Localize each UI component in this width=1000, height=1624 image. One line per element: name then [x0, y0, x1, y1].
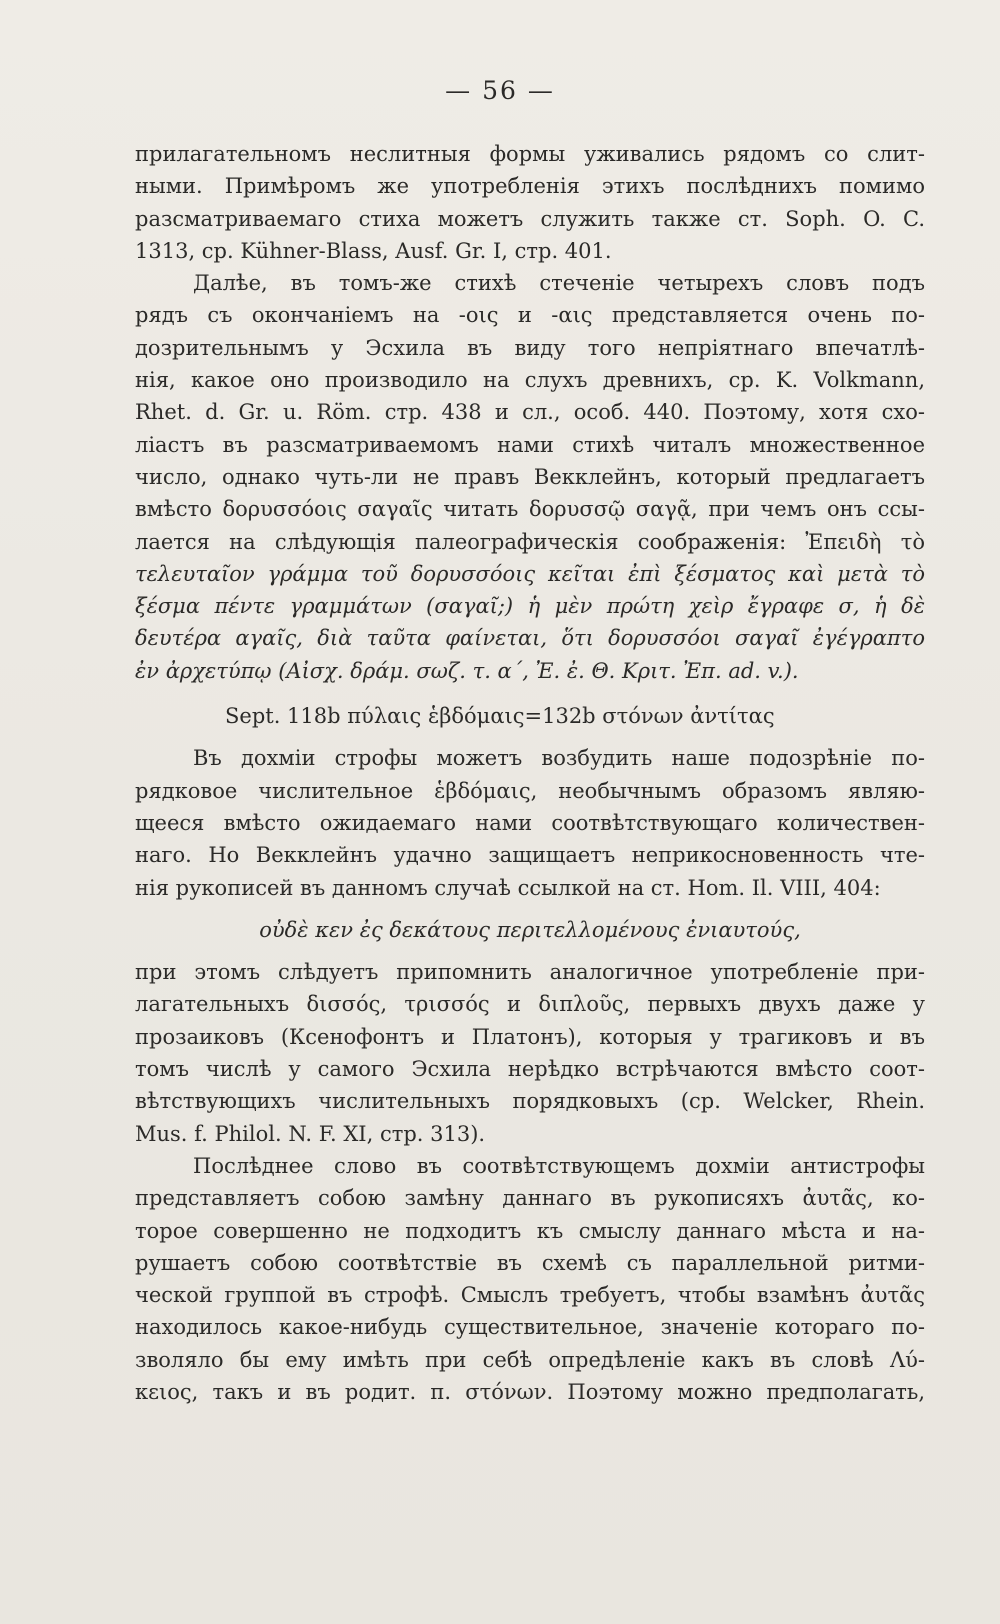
text-line: ными. Примѣромъ же употребленія этихъ послѣднихъ помимо [135, 174, 925, 199]
text-line: рядковое числительное ἑβδόμαις, необычнымъ образомъ являю- [135, 778, 925, 803]
text-line: дозрительнымъ у Эсхила въ виду того непріятнаго впечатлѣ- [135, 335, 925, 360]
text-line: разсматриваемаго стиха можетъ служить также ст. Soph. O. C. [135, 206, 925, 231]
greek-text-line: ξέσμα πέντε γραμμάτων (σαγαῖ;) ἡ μὲν πρώτη χεὶρ ἔγραφε σ, ἡ δὲ [135, 594, 925, 619]
text-line: ліастъ въ разсматриваемомъ нами стихѣ читалъ множественное [135, 432, 925, 457]
text-line: лагательныхъ δισσός, τρισσός и διπλοῦς, первыхъ двухъ даже у [135, 992, 925, 1017]
text-line: наго. Но Векклейнъ удачно защищаетъ неприкосновенность чте- [135, 843, 925, 868]
text-line: рядъ съ окончаніемъ на -οις и -αις представляется очень по- [135, 303, 925, 328]
text-line: вмѣсто δορυσσόοις σαγαῖς читать δορυσσῷ σαγᾷ, при чемъ онъ ссы- [135, 497, 925, 522]
text-line: зволяло бы ему имѣть при себѣ опредѣленіе какъ въ словѣ Λύ- [135, 1347, 925, 1372]
heading-gap [135, 732, 925, 742]
text-line: рушаетъ собою соотвѣтствіе въ схемѣ съ параллельной ритми- [135, 1250, 925, 1275]
paragraph-2 [135, 267, 925, 687]
text-line: Mus. f. Philol. N. F. XI, стр. 313). [135, 1121, 486, 1146]
page-number: — 56 — [445, 76, 555, 105]
text-line: томъ числѣ у самого Эсхила нерѣдко встрѣчаются вмѣсто соот- [135, 1057, 925, 1082]
text-line: лается на слѣдующія палеографическія соображенія: Ἐπειδὴ τὸ [135, 529, 925, 554]
text-line: Далѣе, въ томъ-же стихѣ стеченіе четырехъ словъ подъ [193, 271, 925, 296]
homer-quote: οὐδὲ κεν ἐς δεκάτους περιτελλομένους ἐνιαυτούς, [259, 917, 801, 942]
text-line: нія, какое оно производило на слухъ древнихъ, ср. K. Volkmann, [135, 368, 925, 393]
text-line: 1313, ср. Kühner-Blass, Ausf. Gr. I, стр. 401. [135, 238, 612, 263]
section-gap [135, 687, 925, 700]
greek-text-line: τελευταῖον γράμμα τοῦ δορυσσόοις κεῖται ἐπὶ ξέσματος καὶ μετὰ τὸ [135, 561, 925, 586]
text-line: прилагательномъ неслитныя формы уживались рядомъ со слит- [135, 142, 925, 166]
text-line: находилось какое-нибудь существительное, значеніе котораго по- [135, 1315, 925, 1340]
greek-text-line: δευτέρα αγαῖς, διὰ ταῦτα φαίνεται, ὅτι δορυσσόοι σαγαῖ ἐγέγραπτο [135, 626, 925, 651]
text-line: представляетъ собою замѣну даннаго въ рукописяхъ ἀυτᾶς, ко- [135, 1186, 925, 1211]
text-line: нія рукописей въ данномъ случаѣ ссылкой на ст. Hom. Il. VIII, 404: [135, 875, 881, 900]
text-line: ческой группой въ строфѣ. Смыслъ требуетъ, чтобы взамѣнъ ἀυτᾶς [135, 1283, 925, 1308]
text-line: κειος, такъ и въ родит. п. στόνων. Поэтому можно предполагать, [135, 1379, 925, 1404]
paragraph-4 [135, 956, 925, 1150]
text-line: Въ дохміи строфы можетъ возбудить наше подозрѣніе по- [193, 746, 925, 771]
greek-text-line: ἐν ἀρχετύπῳ (Αἰσχ. δράμ. σωζ. τ. α΄, Ἐ. ἐ. Θ. Κριτ. Ἐπ. ad. v.). [135, 658, 799, 683]
text-line: при этомъ слѣдуетъ припомнить аналогичное употребленіе при- [135, 960, 925, 985]
text-line: вѣтствующихъ числительныхъ порядковыхъ (ср. Welcker, Rhein. [135, 1089, 925, 1114]
paragraph-3 [135, 742, 925, 903]
text-line: Rhet. d. Gr. u. Röm. стр. 438 и сл., особ. 440. Поэтому, хотя схо- [135, 400, 925, 425]
quote-gap-top [135, 904, 925, 914]
paragraph-5 [135, 1150, 925, 1408]
text-line: число, однако чуть-ли не правъ Векклейнъ, который предлагаетъ [135, 464, 925, 489]
body-text [135, 138, 925, 1408]
text-line: прозаиковъ (Ксенофонтъ и Платонъ), которыя у трагиковъ и въ [135, 1024, 925, 1049]
text-line: Послѣднее слово въ соотвѣтствующемъ дохміи антистрофы [193, 1153, 925, 1178]
text-line: торое совершенно не подходитъ къ смыслу даннаго мѣста и на- [135, 1218, 925, 1243]
quote-gap-bottom [135, 946, 925, 956]
paragraph-1 [135, 138, 925, 267]
text-line: щееся вмѣсто ожидаемаго нами соотвѣтствующаго количествен- [135, 810, 925, 835]
verse-heading: Sept. 118b πύλαις ἑβδόμαις=132b στόνων ἀντίτας [225, 704, 775, 729]
